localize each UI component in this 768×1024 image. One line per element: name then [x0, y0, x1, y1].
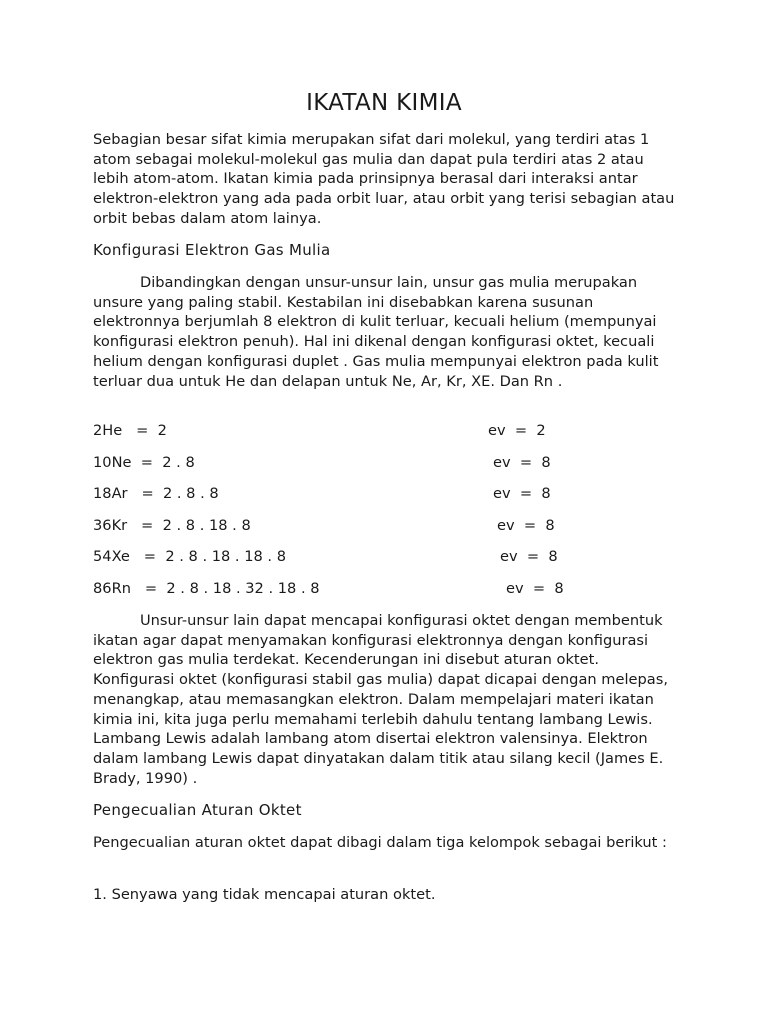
config-ev: ev = 2 [488, 422, 546, 439]
config-row-xe [93, 547, 693, 567]
list-item-1: 1. Senyawa yang tidak mencapai aturan oktet. [93, 886, 436, 903]
config-ev: ev = 8 [493, 485, 551, 502]
config-formula: 86Rn = 2 . 8 . 18 . 32 . 18 . 8 [93, 580, 320, 597]
config-row-kr [93, 516, 693, 536]
config-row-he [93, 421, 693, 441]
noble-gas-paragraph [93, 273, 683, 391]
config-formula: 54Xe = 2 . 8 . 18 . 18 . 8 [93, 548, 286, 565]
octet-exceptions-paragraph: Pengecualian aturan oktet dapat dibagi dalam tiga kelompok sebagai berikut : [93, 834, 667, 851]
config-formula: 36Kr = 2 . 8 . 18 . 8 [93, 517, 251, 534]
config-row-rn [93, 579, 693, 599]
section-heading-noble-gas: Konfigurasi Elektron Gas Mulia [93, 241, 331, 259]
config-ev: ev = 8 [497, 517, 555, 534]
config-row-ar [93, 484, 693, 504]
section-heading-octet-exceptions: Pengecualian Aturan Oktet [93, 801, 302, 819]
intro-paragraph: Sebagian besar sifat kimia merupakan sifat dari molekul, yang terdiri atas 1 atom sebagai molekul-molekul gas mulia dan dapat pula terdiri atas 2 atau lebih atom-atom. Ikatan kimia pada prinsipnya berasal dari interaksi antar elektron-elektron yang ada pada orbit luar, atau orbit yang terisi sebagian atau orbit bebas dalam atom lainya. [93, 131, 675, 227]
noble-gas-paragraph-text: Dibandingkan dengan unsur-unsur lain, unsur gas mulia merupakan unsure yang paling stabil. Kestabilan ini disebabkan karena susunan elektronnya berjumlah 8 elektron di kulit terluar, kecuali helium (mempunyai konfigurasi elektron penuh). Hal ini dikenal dengan konfigurasi oktet, kecuali helium dengan konfigurasi duplet . Gas mulia mempunyai elektron pada kulit terluar dua untuk He dan delapan untuk Ne, Ar, Kr, XE. Dan Rn . [93, 274, 659, 390]
config-formula: 10Ne = 2 . 8 [93, 454, 195, 471]
config-row-ne [93, 453, 693, 473]
document-title: IKATAN KIMIA [306, 90, 462, 116]
config-ev: ev = 8 [500, 548, 558, 565]
octet-rule-paragraph-text: Unsur-unsur lain dapat mencapai konfigurasi oktet dengan membentuk ikatan agar dapat menyamakan konfigurasi elektronnya dengan konfigurasi elektron gas mulia terdekat. Kecenderungan ini disebut aturan oktet. Konfigurasi oktet (konfigurasi stabil gas mulia) dapat dicapai dengan melepas, menangkap, atau memasangkan elektron. Dalam mempelajari materi ikatan kimia ini, kita juga perlu memahami terlebih dahulu tentang lambang Lewis. Lambang Lewis adalah lambang atom disertai elektron valensinya. Elektron dalam lambang Lewis dapat dinyatakan dalam titik atau silang kecil (James E. Brady, 1990) . [93, 612, 668, 787]
octet-rule-paragraph [93, 611, 683, 788]
config-ev: ev = 8 [506, 580, 564, 597]
config-formula: 18Ar = 2 . 8 . 8 [93, 485, 219, 502]
config-formula: 2He = 2 [93, 422, 167, 439]
config-ev: ev = 8 [493, 454, 551, 471]
